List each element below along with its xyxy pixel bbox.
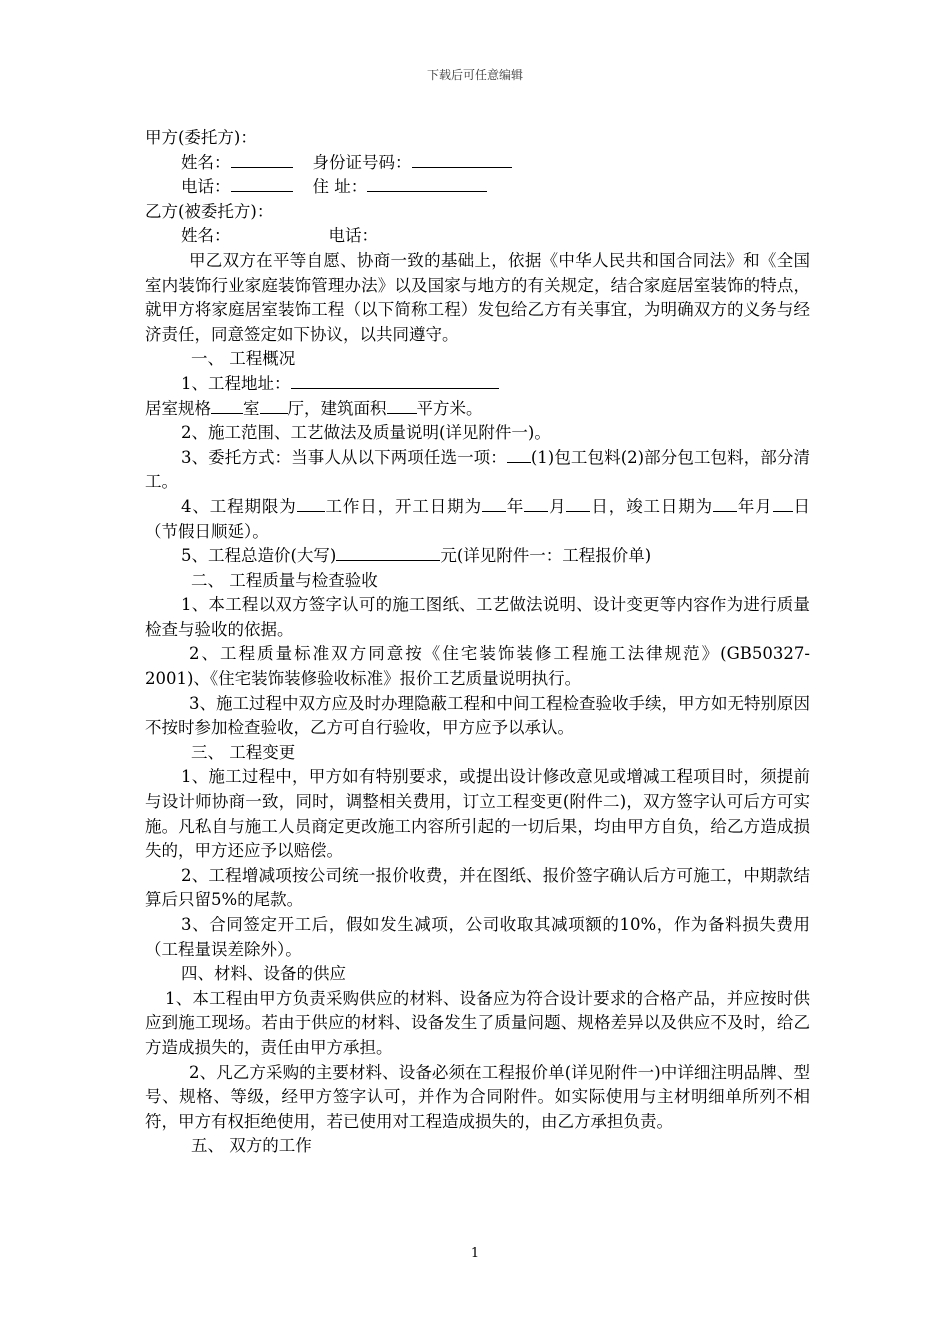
party-b-title: 乙方(被委托方)： <box>145 201 274 221</box>
s2-paragraph-3: 3、施工过程中双方应及时办理隐蔽工程和中间工程检查验收手续，甲方如无特别原因不按时参加检查验收，乙方可自行验收，甲方应予以承认。 <box>145 693 810 738</box>
s3-paragraph-2: 2、工程增减项按公司统一报价收费，并在图纸、报价签字确认后方可施工，中期款结算后只留5%的尾款。 <box>145 865 810 910</box>
s2-paragraph-2: 2、工程质量标准双方同意按《住宅装饰装修工程施工法律规范》(GB50327-2001)、《住宅装饰装修验收标准》报价工艺质量说明执行。 <box>145 644 810 689</box>
halls-blank[interactable] <box>260 398 288 414</box>
start-month-blank[interactable] <box>524 496 548 512</box>
party-a-name-row <box>145 151 810 176</box>
area-blank[interactable] <box>387 398 417 414</box>
section-2-title: 二、 工程质量与检查验收 <box>191 570 378 590</box>
s4-paragraph-2: 2、凡乙方采购的主要材料、设备必须在工程报价单(详见附件一)中详细注明品牌、型号、规格、等级，经甲方签字认可，并作为合同附件。如实际使用与主材明细单所列不相符，甲方有权拒绝使用，若已使用对工程造成损失的，由乙方承担负责。 <box>145 1062 810 1131</box>
party-a-id-label: 身份证号码： <box>312 152 412 172</box>
party-b-phone-label: 电话： <box>328 226 378 246</box>
party-a-phone-row <box>145 175 810 200</box>
s2-paragraph-1: 1、本工程以双方签字认可的施工图纸、工艺做法说明、设计变更等内容作为进行质量检查与验收的依据。 <box>145 595 810 639</box>
party-a-address-blank[interactable] <box>367 176 487 192</box>
section-5-title: 五、 双方的工作 <box>191 1136 312 1156</box>
section-4-title: 四、材料、设备的供应 <box>181 964 346 984</box>
party-a-id-blank[interactable] <box>412 152 512 168</box>
start-day-blank[interactable] <box>566 496 590 512</box>
end-day-blank[interactable] <box>773 496 793 512</box>
days-blank[interactable] <box>297 496 325 512</box>
party-a-name-label: 姓名： <box>181 152 231 172</box>
price-blank[interactable] <box>336 545 440 561</box>
section-3-title: 三、 工程变更 <box>191 742 296 762</box>
s3-paragraph-3: 3、合同签定开工后，假如发生减项，公司收取其减项额的10%，作为备料损失费用（工程量误差除外）。 <box>145 915 810 959</box>
intro-paragraph: 甲乙双方在平等自愿、协商一致的基础上，依据《中华人民共和国合同法》和《全国室内装饰行业家庭装饰管理办法》以及国家与地方的有关规定，结合家庭居室装饰的特点，就甲方将家庭居室装饰工程（以下简称工程）发包给乙方有关事宜，为明确双方的义务与经济责任，同意签定如下协议，以共同遵守。 <box>145 250 810 344</box>
page-header: 下载后可任意编辑 <box>426 68 523 82</box>
page-number: 1 <box>470 1246 480 1261</box>
start-year-blank[interactable] <box>482 496 506 512</box>
address-blank[interactable] <box>291 373 499 389</box>
party-a-address-label: 住 址： <box>312 177 368 197</box>
s1-item-1: 1、工程地址： <box>145 372 810 397</box>
s1-item-5: 5、工程总造价(大写) 元(详见附件一：工程报价单) <box>181 546 652 566</box>
section-1-title: 一、 工程概况 <box>191 349 296 369</box>
s1-item-3: 3、委托方式：当事人从以下两项任选一项： (1)包工包料(2)部分包工包料，部分清工。 <box>145 447 810 492</box>
party-b-name-label: 姓名： <box>181 226 231 246</box>
contract-body <box>145 126 810 1159</box>
party-a-name-blank[interactable] <box>231 152 293 168</box>
s4-paragraph-1: 1、本工程由甲方负责采购供应的材料、设备应为符合设计要求的合格产品，并应按时供应到施工现场。若由于供应的材料、设备发生了质量问题、规格差异以及供应不及时，给乙方造成损失的，责任由甲方承担。 <box>145 988 810 1057</box>
party-a-phone-label: 电话： <box>181 177 231 197</box>
party-a-title: 甲方(委托方)： <box>145 128 257 147</box>
rooms-blank[interactable] <box>211 398 243 414</box>
s1-item-1b: 居室规格 室 厅，建筑面积 平方米。 <box>145 398 483 418</box>
s1-item-2: 2、施工范围、工艺做法及质量说明(详见附件一)。 <box>181 423 551 443</box>
s3-paragraph-1: 1、施工过程中，甲方如有特别要求，或提出设计修改意见或增减工程项目时，须提前与设计师协商一致，同时，调整相关费用，订立工程变更(附件二)，双方签字认可后方可实施。凡私自与施工人员商定更改施工内容所引起的一切后果，均由甲方自负，给乙方造成损失的，甲方还应予以赔偿。 <box>145 767 810 861</box>
party-a-phone-blank[interactable] <box>231 176 293 192</box>
party-b-row <box>145 224 810 249</box>
method-blank[interactable] <box>507 447 531 463</box>
s1-item-4: 4、工程期限为 工作日，开工日期为 年 月 日，竣工日期为 年月 日（节假日顺延）。 <box>145 496 811 541</box>
end-year-blank[interactable] <box>713 496 737 512</box>
